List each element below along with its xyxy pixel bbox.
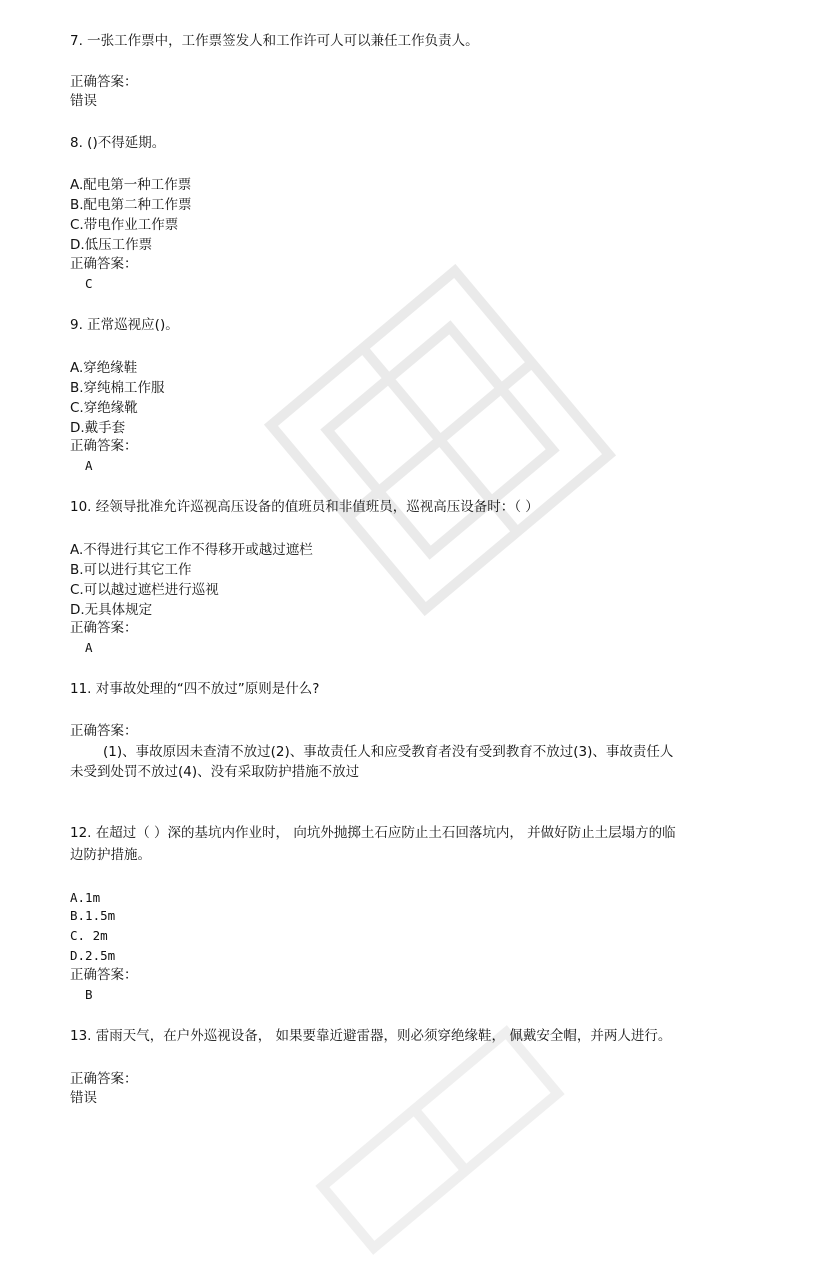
question-9-answer-label: 正确答案： bbox=[70, 438, 138, 454]
question-12-option-c: C. 2m bbox=[70, 928, 108, 943]
question-8-option-c: C.带电作业工作票 bbox=[70, 217, 179, 233]
question-11-prompt: 11. 对事故处理的“四不放过”原则是什么? bbox=[70, 681, 320, 697]
question-12-prompt-line-1: 12. 在超过（ ）深的基坑内作业时， 向坑外抛掷土石应防止土石回落坑内， 并做好防止土层塌方的临 bbox=[70, 825, 676, 841]
question-12-option-a: A.1m bbox=[70, 890, 101, 905]
question-7-prompt: 7. 一张工作票中，工作票签发人和工作许可人可以兼任工作负责人。 bbox=[70, 33, 479, 49]
question-13-answer-label: 正确答案： bbox=[70, 1071, 138, 1087]
watermark-graphic bbox=[243, 243, 637, 637]
question-13-answer: 错误 bbox=[70, 1090, 97, 1106]
question-9-option-b: B.穿纯棉工作服 bbox=[70, 380, 165, 396]
question-11-answer-label: 正确答案： bbox=[70, 723, 138, 739]
question-10-option-b: B.可以进行其它工作 bbox=[70, 562, 192, 578]
question-12-prompt-line-2: 边防护措施。 bbox=[70, 847, 151, 863]
question-12-answer: B bbox=[85, 987, 93, 1002]
question-12-option-d: D.2.5m bbox=[70, 948, 116, 963]
question-8-answer-label: 正确答案： bbox=[70, 256, 138, 272]
question-11-answer-line-2: 未受到处罚不放过(4)、没有采取防护措施不放过 bbox=[70, 764, 360, 780]
question-11-answer-line-1: (1)、事故原因未查清不放过(2)、事故责任人和应受教育者没有受到教育不放过(3)、事故责任人 bbox=[103, 744, 674, 760]
question-9-answer: A bbox=[85, 458, 93, 473]
question-8-option-d: D.低压工作票 bbox=[70, 237, 153, 253]
question-10-prompt: 10. 经领导批准允许巡视高压设备的值班员和非值班员，巡视高压设备时：（ ） bbox=[70, 499, 539, 515]
question-13-prompt: 13. 雷雨天气，在户外巡视设备， 如果要靠近避雷器，则必须穿绝缘鞋， 佩戴安全帽，并两人进行。 bbox=[70, 1028, 672, 1044]
question-10-answer-label: 正确答案： bbox=[70, 620, 138, 636]
question-10-option-d: D.无具体规定 bbox=[70, 602, 153, 618]
question-12-answer-label: 正确答案： bbox=[70, 967, 138, 983]
question-12-option-b: B.1.5m bbox=[70, 908, 116, 923]
question-10-option-c: C.可以越过遮栏进行巡视 bbox=[70, 582, 219, 598]
question-9-option-c: C.穿绝缘靴 bbox=[70, 400, 138, 416]
question-8-option-a: A.配电第一种工作票 bbox=[70, 177, 192, 193]
question-9-option-a: A.穿绝缘鞋 bbox=[70, 360, 138, 376]
question-10-option-a: A.不得进行其它工作不得移开或越过遮栏 bbox=[70, 542, 313, 558]
question-8-option-b: B.配电第二种工作票 bbox=[70, 197, 192, 213]
question-7-answer: 错误 bbox=[70, 93, 97, 109]
question-7-answer-label: 正确答案： bbox=[70, 74, 138, 90]
question-9-prompt: 9. 正常巡视应()。 bbox=[70, 317, 179, 333]
question-8-prompt: 8. ()不得延期。 bbox=[70, 135, 166, 151]
question-10-answer: A bbox=[85, 640, 93, 655]
question-8-answer: C bbox=[85, 276, 93, 291]
question-9-option-d: D.戴手套 bbox=[70, 420, 126, 436]
